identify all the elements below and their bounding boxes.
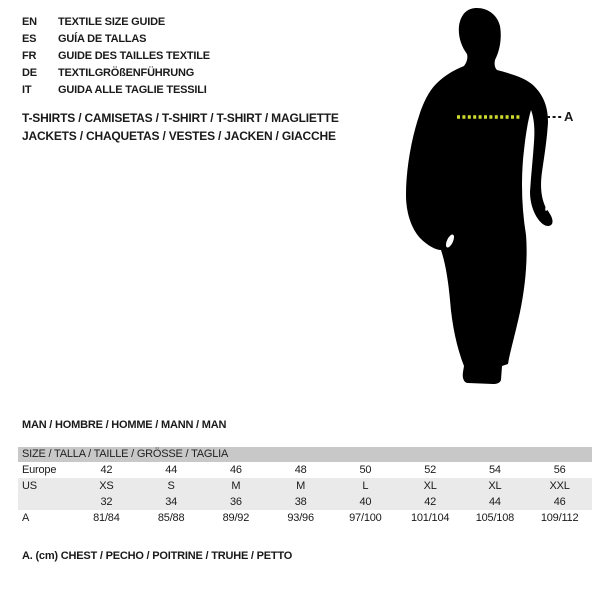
row-label <box>18 494 74 510</box>
row-label: US <box>22 480 37 492</box>
size-cell: 46 <box>229 464 242 476</box>
size-cell: 44 <box>165 464 178 476</box>
language-code: ES <box>22 32 37 45</box>
size-cell: XS <box>99 480 114 492</box>
size-cell: 56 <box>553 464 566 476</box>
language-code: IT <box>22 83 32 96</box>
table-row-chest-a <box>18 510 592 526</box>
size-cell: 89/92 <box>222 512 250 524</box>
language-title: GUIDA ALLE TAGLIE TESSILI <box>58 83 207 96</box>
row-label: Europe <box>22 464 57 476</box>
section-title-man: MAN / HOMBRE / HOMME / MANN / MAN <box>22 419 227 431</box>
size-cell: 44 <box>488 496 501 508</box>
size-cell: 101/104 <box>410 512 450 524</box>
size-cell: L <box>362 480 369 492</box>
size-cell: 46 <box>553 496 566 508</box>
size-cell: S <box>167 480 175 492</box>
language-code: EN <box>22 15 37 28</box>
size-table <box>18 447 592 526</box>
size-cell: 50 <box>359 464 372 476</box>
table-row-europe <box>18 462 592 478</box>
size-cell: 42 <box>100 464 113 476</box>
size-cell: 32 <box>100 496 113 508</box>
table-row-us-numeric <box>18 494 592 510</box>
language-code: FR <box>22 49 37 62</box>
language-title: TEXTILE SIZE GUIDE <box>58 15 166 28</box>
size-cell: 105/108 <box>475 512 515 524</box>
size-cell: XL <box>423 480 437 492</box>
table-row-us <box>18 478 592 494</box>
size-cell: 38 <box>294 496 307 508</box>
size-cell: 93/96 <box>287 512 314 524</box>
table-header: SIZE / TALLA / TAILLE / GRÖSSE / TAGLIA <box>18 447 592 462</box>
category-tshirts: T-SHIRTS / CAMISETAS / T-SHIRT / T-SHIRT / MAGLIETTE <box>22 111 339 125</box>
size-cell: 36 <box>229 496 242 508</box>
size-cell: 54 <box>488 464 501 476</box>
size-cell: 40 <box>359 496 372 508</box>
size-cell: 42 <box>424 496 437 508</box>
man-silhouette <box>406 8 553 384</box>
category-jackets: JACKETS / CHAQUETAS / VESTES / JACKEN / GIACCHE <box>22 129 336 143</box>
measure-label-a: A <box>564 109 574 124</box>
size-cell: XXL <box>549 480 570 492</box>
row-label: A <box>22 512 30 524</box>
measurement-footnote: A. (cm) CHEST / PECHO / POITRINE / TRUHE / PETTO <box>22 550 293 562</box>
size-cell: 48 <box>294 464 307 476</box>
size-cell: 97/100 <box>349 512 382 524</box>
size-cell: XL <box>488 480 502 492</box>
size-cell: 81/84 <box>93 512 120 524</box>
size-cell: 109/112 <box>540 512 579 524</box>
size-cell: 52 <box>424 464 437 476</box>
language-title: TEXTILGRÖßENFÜHRUNG <box>58 66 195 79</box>
language-code: DE <box>22 66 37 79</box>
size-cell: M <box>296 480 306 492</box>
size-cell: 85/88 <box>157 512 185 524</box>
size-cell: 34 <box>165 496 178 508</box>
size-cell: M <box>231 480 241 492</box>
language-title: GUÍA DE TALLAS <box>58 32 147 45</box>
language-title: GUIDE DES TAILLES TEXTILE <box>58 49 210 62</box>
